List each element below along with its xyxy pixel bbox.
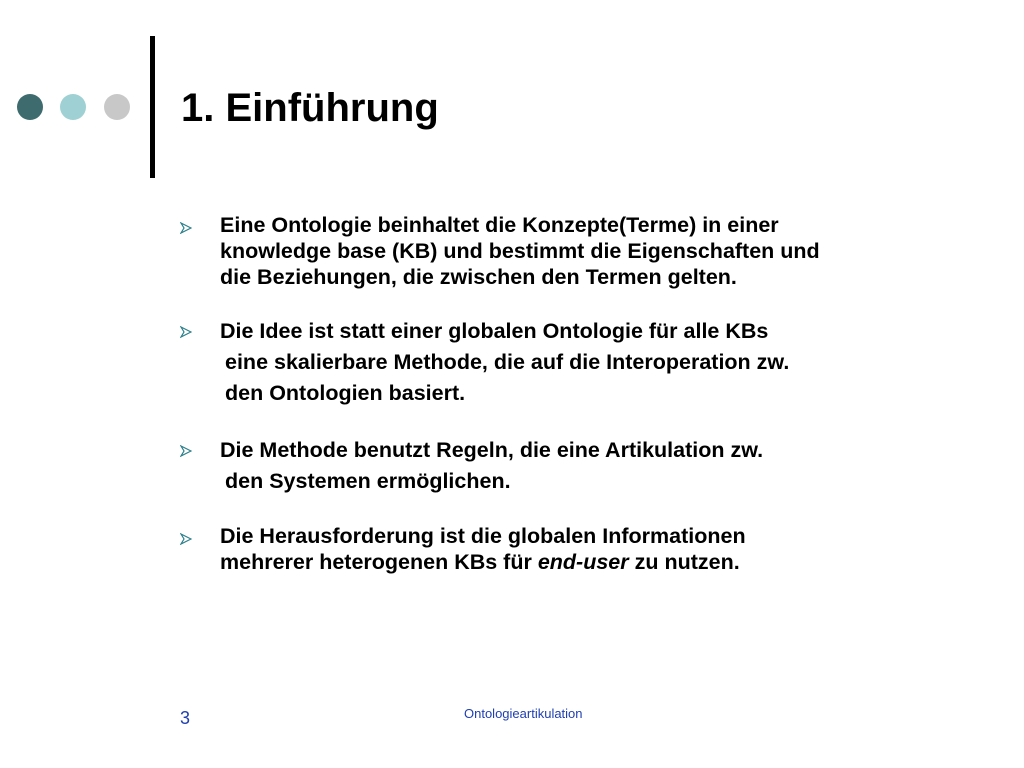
arrow-bullet-icon	[180, 326, 192, 338]
bullet-text	[220, 316, 970, 409]
bullet-text	[220, 523, 970, 575]
bullet-text	[220, 212, 970, 290]
decorative-dot-dark	[17, 94, 43, 120]
bullet-item	[180, 316, 970, 409]
arrow-bullet-icon	[180, 533, 192, 545]
title-divider-line	[150, 36, 155, 178]
emphasis-text: end-user	[537, 550, 629, 574]
bullet-item	[180, 212, 970, 290]
bullet-line: Eine Ontologie beinhaltet die Konzepte(Terme) in einer	[220, 213, 779, 237]
decorative-dot-gray	[104, 94, 130, 120]
arrow-bullet-icon	[180, 445, 192, 457]
bullet-line: eine skalierbare Methode, die auf die Interoperation zw.	[225, 350, 790, 374]
bullet-list	[180, 212, 970, 601]
bullet-line: Die Idee ist statt einer globalen Ontologie für alle KBs	[220, 319, 769, 343]
bullet-line: Die Methode benutzt Regeln, die eine Artikulation zw.	[220, 438, 764, 462]
bullet-line-part: zu nutzen.	[628, 550, 740, 574]
bullet-line: die Beziehungen, die zwischen den Termen gelten.	[220, 265, 737, 289]
bullet-line: den Ontologien basiert.	[225, 381, 466, 405]
footer-text: Ontologieartikulation	[464, 706, 583, 721]
page-number: 3	[180, 708, 191, 728]
bullet-line: Die Herausforderung ist die globalen Informationen	[220, 524, 746, 548]
bullet-item	[180, 435, 970, 497]
arrow-bullet-icon	[180, 222, 192, 234]
bullet-line	[220, 549, 970, 575]
bullet-line-part: mehrerer heterogenen KBs für	[220, 550, 538, 574]
bullet-item	[180, 523, 970, 575]
bullet-line: knowledge base (KB) und bestimmt die Eigenschaften und	[220, 239, 820, 263]
decorative-dot-light	[60, 94, 86, 120]
slide-title: 1. Einführung	[181, 86, 439, 130]
bullet-text	[220, 435, 970, 497]
bullet-line: den Systemen ermöglichen.	[225, 469, 511, 493]
